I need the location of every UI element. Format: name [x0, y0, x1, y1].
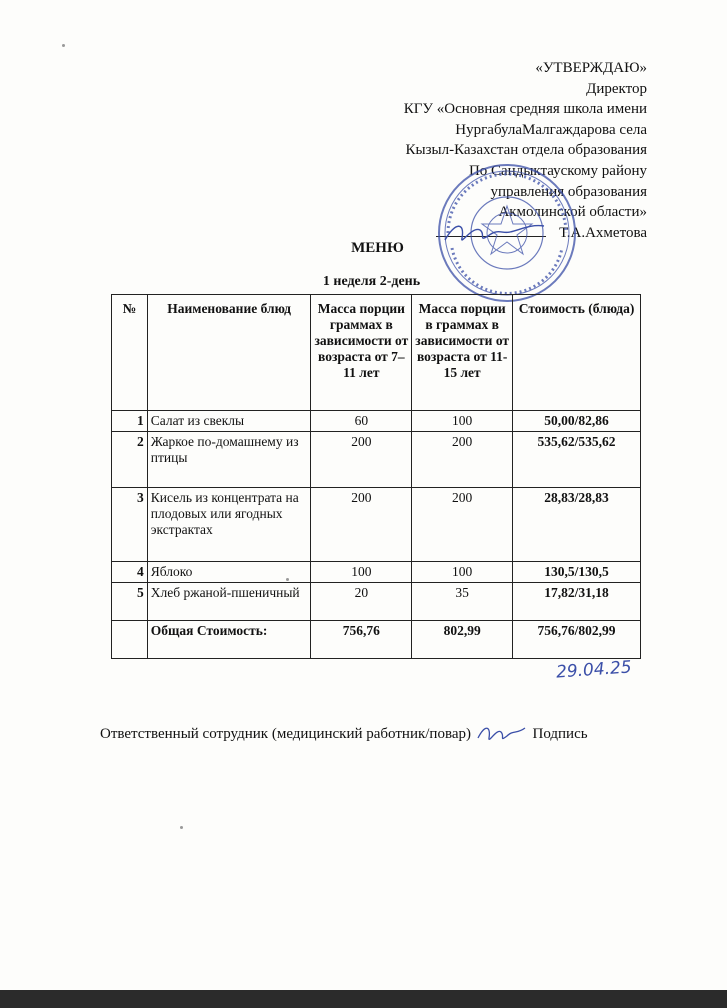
table-row [112, 432, 641, 488]
header-mass-11-15: Масса порции в граммах в зависимости от возраста от 11-15 лет [412, 295, 513, 411]
mass-11-15: 200 [412, 488, 513, 562]
scan-border [0, 990, 727, 1008]
dish-name: Салат из свеклы [147, 411, 311, 432]
table-header-row [112, 295, 641, 411]
approval-line: Т.А.Ахметова [559, 224, 647, 241]
row-number: 1 [112, 411, 148, 432]
approval-line: Директор [586, 80, 647, 97]
mass-11-15: 100 [412, 562, 513, 583]
row-number: 4 [112, 562, 148, 583]
row-number: 3 [112, 488, 148, 562]
mass-11-15: 35 [412, 583, 513, 621]
scan-speck [180, 826, 183, 829]
table-row [112, 488, 641, 562]
total-number-empty [112, 621, 148, 659]
total-7-11: 756,76 [311, 621, 412, 659]
mass-7-11: 200 [311, 432, 412, 488]
mass-11-15: 200 [412, 432, 513, 488]
mass-7-11: 200 [311, 488, 412, 562]
approval-line: По Сандыктаускому району [468, 162, 647, 179]
dish-cost: 50,00/82,86 [513, 411, 641, 432]
dish-name: Яблоко [147, 562, 311, 583]
dish-name: Хлеб ржаной-пшеничный [147, 583, 311, 621]
footer-line [100, 720, 588, 746]
approval-line: Акмолинской области» [498, 204, 647, 221]
row-number: 5 [112, 583, 148, 621]
employee-signature [475, 720, 529, 746]
mass-11-15: 100 [412, 411, 513, 432]
dish-cost: 535,62/535,62 [513, 432, 641, 488]
header-cost: Стоимость (блюда) [513, 295, 641, 411]
dish-name: Жаркое по-домашнему из птицы [147, 432, 311, 488]
page-title: МЕНЮ [351, 240, 404, 256]
row-number: 2 [112, 432, 148, 488]
total-label: Общая Стоимость: [147, 621, 311, 659]
approval-line: КГУ «Основная средняя школа имени [403, 101, 647, 118]
table-row [112, 583, 641, 621]
handwritten-date: 29.04.25 [555, 657, 633, 683]
page-subtitle: 1 неделя 2-день [322, 274, 421, 289]
header-number: № [112, 295, 148, 411]
mass-7-11: 100 [311, 562, 412, 583]
total-cost: 756,76/802,99 [513, 621, 641, 659]
header-dish-name: Наименование блюд [147, 295, 311, 411]
approval-line: управления образования [490, 183, 647, 200]
dish-cost: 17,82/31,18 [513, 583, 641, 621]
table-row [112, 562, 641, 583]
dish-name: Кисель из концентрата на плодовых или ягодных экстрактах [147, 488, 311, 562]
table-total-row [112, 621, 641, 659]
scan-speck [62, 44, 65, 47]
approval-line: «УТВЕРЖДАЮ» [535, 60, 647, 76]
header-mass-7-11: Масса порции граммах в зависимости от возраста от 7–11 лет [311, 295, 412, 411]
approval-line: НургабулаМалгаждарова села [455, 121, 647, 138]
total-11-15: 802,99 [412, 621, 513, 659]
table-row [112, 411, 641, 432]
mass-7-11: 20 [311, 583, 412, 621]
signature-label: Подпись [532, 726, 588, 742]
approval-line: Кызыл-Казахстан отдела образования [405, 142, 647, 159]
scan-speck [286, 578, 289, 581]
dish-cost: 130,5/130,5 [513, 562, 641, 583]
menu-table [111, 294, 641, 659]
mass-7-11: 60 [311, 411, 412, 432]
dish-cost: 28,83/28,83 [513, 488, 641, 562]
responsible-employee-label: Ответственный сотрудник (медицинский работник/повар) [100, 726, 471, 742]
